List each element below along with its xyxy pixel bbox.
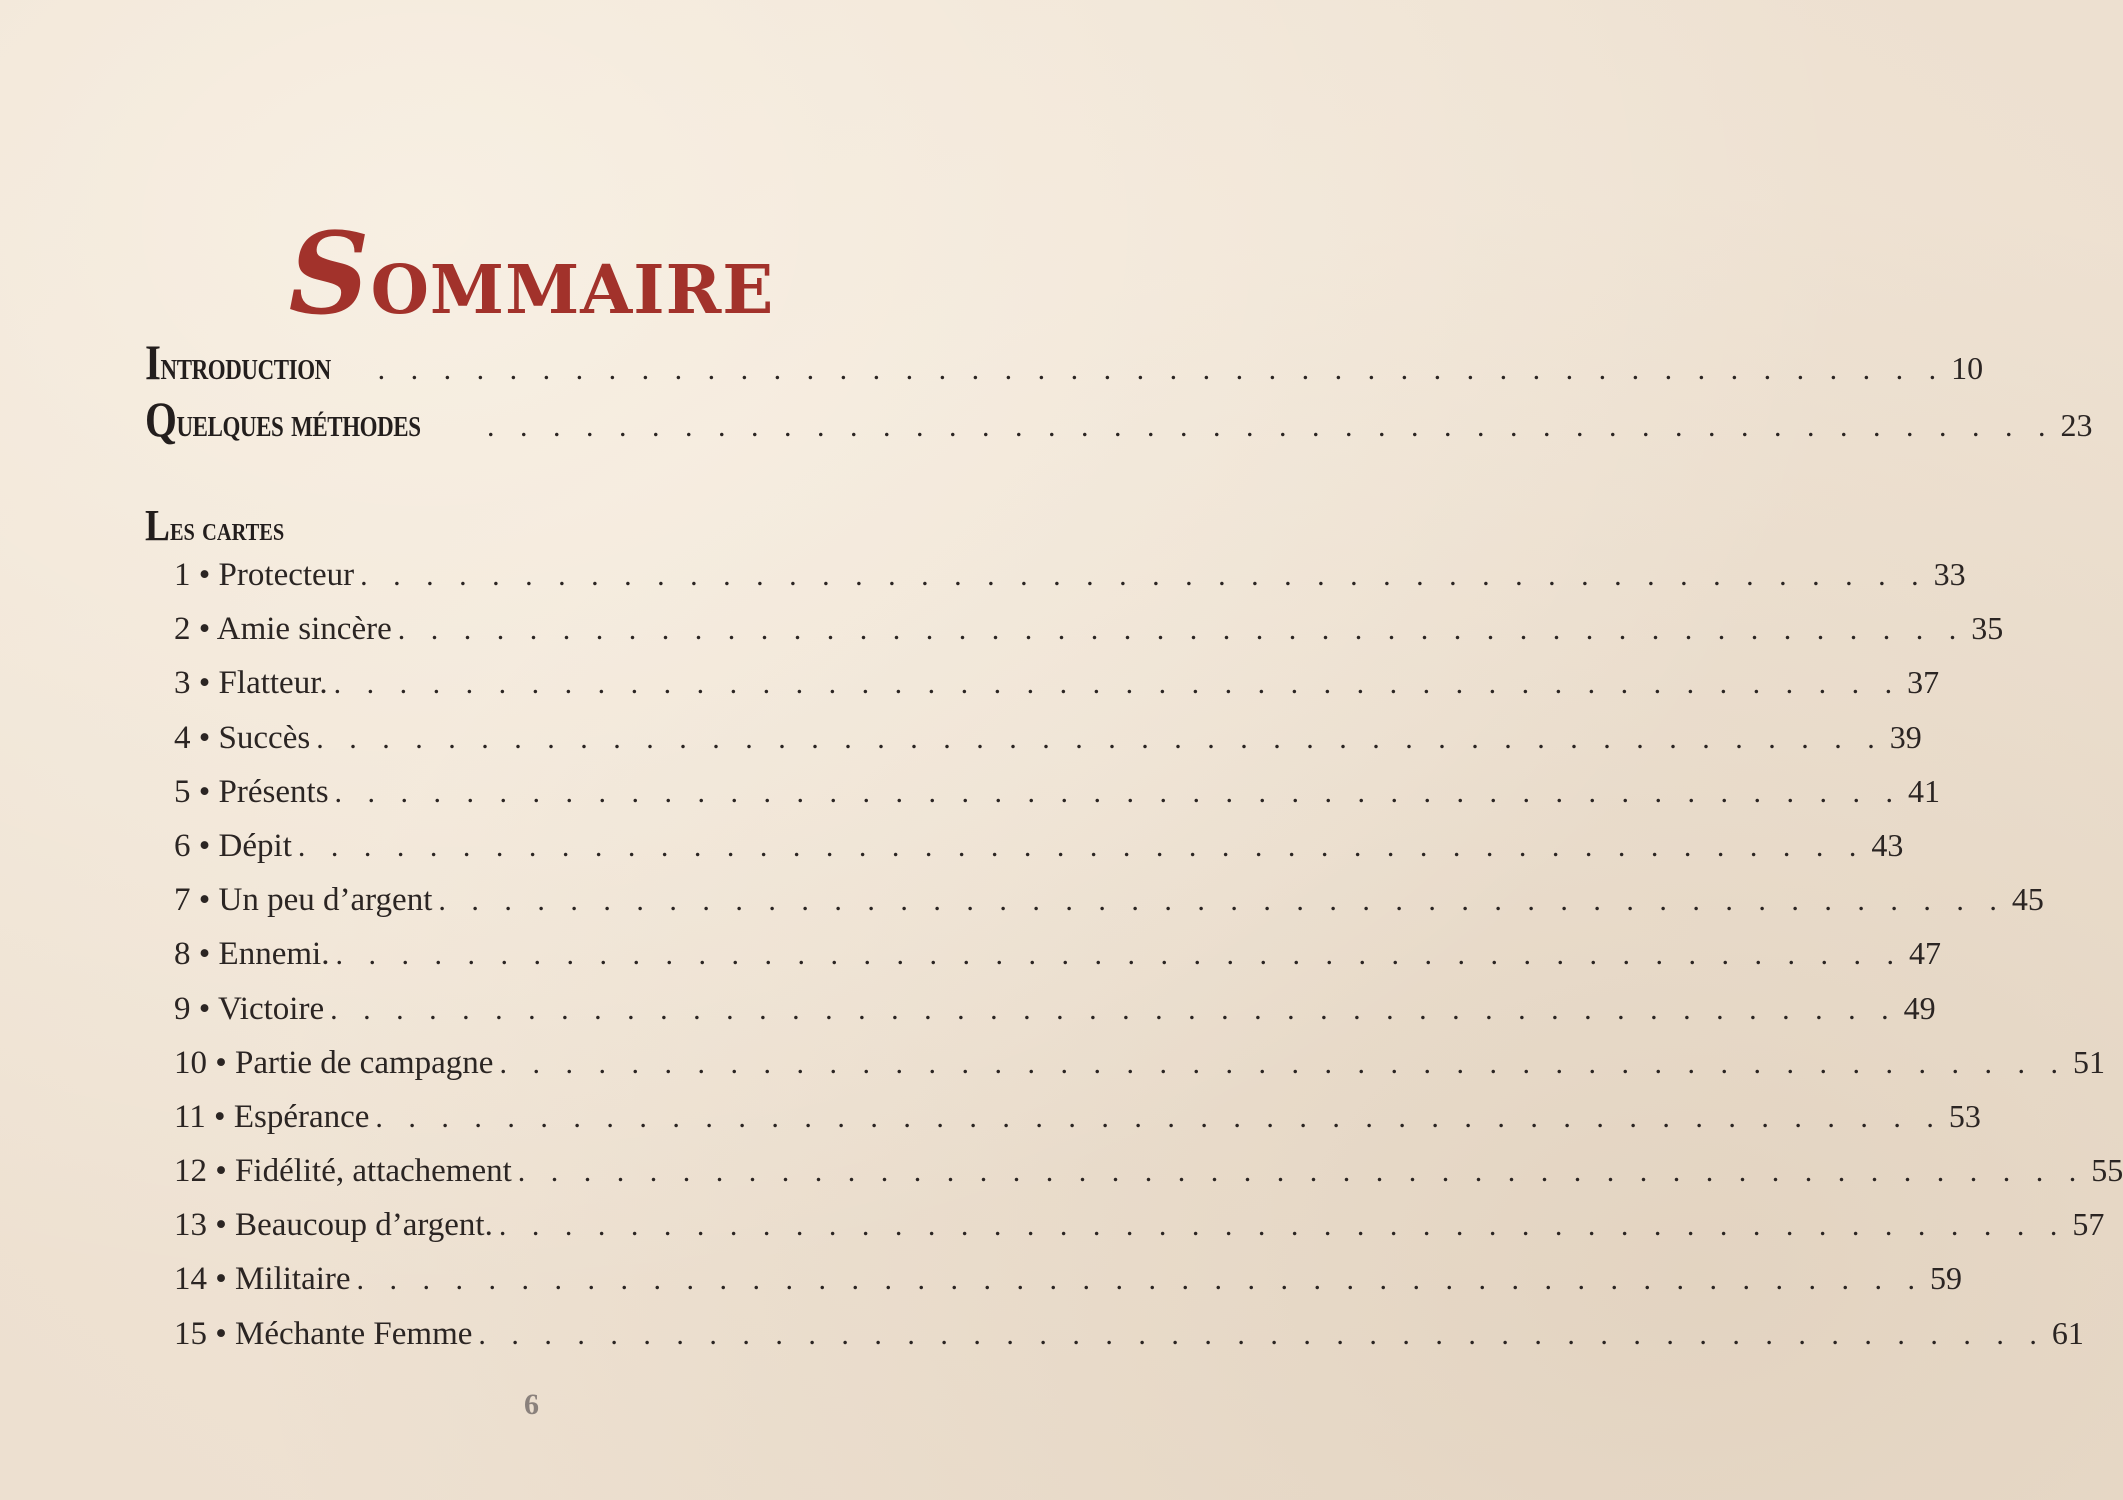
toc-entry-label: 13 • Beaucoup d’argent. (174, 1207, 493, 1244)
leader-dots: . . . . . . . . . . . . . . . . . . . . . . . . . . . . . . . . . . . . . . . . . . . . . . . . (397, 613, 1966, 647)
toc-entry[interactable] (174, 610, 2004, 664)
toc-entry[interactable] (174, 718, 1922, 773)
toc-entry-label: 3 • Flatteur. (174, 665, 328, 702)
title-rest: ommaire (370, 223, 775, 337)
toc-entry-label: 2 • Amie sincère (174, 611, 392, 648)
toc-section-label: Quelques méthodes (145, 391, 421, 447)
toc-section-quelques-methodes[interactable] (145, 390, 2093, 448)
toc-entry-list (174, 556, 2123, 1369)
leader-dots: . . . . . . . . . . . . . . . . . . . . . . . . . . . . . . . . . . . . . . . . . . . . . . . . (334, 775, 1903, 809)
toc-entry-label: 8 • Ennemi. (174, 936, 330, 973)
leader-dots: . . . . . . . . . . . . . . . . . . . . . . . . . . . . . . . . . . . . . . . . . . . . . . . . (499, 1046, 2067, 1080)
toc-page-number: 39 (1889, 718, 1922, 755)
toc-entry-label: 5 • Présents (174, 773, 329, 810)
title-initial: S (288, 209, 371, 341)
toc-entry[interactable] (174, 556, 1966, 610)
toc-page-number: 55 (2091, 1152, 2123, 1189)
toc-page-number: 53 (1948, 1097, 1981, 1134)
toc-page-number: 57 (2072, 1206, 2105, 1243)
leader-dots: . . . . . . . . . . . . . . . . . . . . . . . . . . . . . . . . . . . . . . . . . . . . . . . . (375, 1100, 1943, 1134)
toc-entry[interactable] (174, 1260, 1963, 1314)
toc-entry-label: 1 • Protecteur (174, 557, 355, 593)
page-title (0, 209, 1063, 341)
toc-page-number: 23 (2060, 407, 2093, 443)
toc-entry[interactable] (174, 1314, 2084, 1369)
toc-page-number: 41 (1908, 772, 1941, 809)
leader-dots: . . . . . . . . . . . . . . . . . . . . . . . . . . . . . . . . . . . . . . . . . . . . . . . . (438, 884, 2006, 918)
toc-entry[interactable] (174, 772, 1941, 827)
leader-dots: . . . . . . . . . . . . . . . . . . . . . . . . . . . . . . . . . . . . . . . . . . . . . . . . (316, 721, 1884, 755)
leader-dots: . . . . . . . . . . . . . . . . . . . . . . . . . . . . . . . . . . . . . . . . . . . . . . . . (356, 1263, 1925, 1297)
toc-entry-label: 14 • Militaire (174, 1261, 351, 1298)
toc-page-number: 10 (1951, 350, 1984, 386)
toc-entry[interactable] (174, 935, 1941, 989)
toc-entry[interactable] (174, 989, 1936, 1044)
page-folio: 6 (524, 1388, 539, 1421)
leader-dots: . . . . . . . . . . . . . . . . . . . . . . . . . . . . . . . . . . . . . . . . . . . . . . . . (377, 353, 1946, 386)
toc-section-label: Introduction (145, 334, 331, 390)
toc-page-number: 35 (1971, 610, 2004, 647)
toc-entry[interactable] (174, 1043, 2105, 1098)
leader-dots: . . . . . . . . . . . . . . . . . . . . . . . . . . . . . . . . . . . . . . . . . . . . . . . . (330, 992, 1898, 1026)
toc-entry-label: 7 • Un peu d’argent (174, 882, 433, 919)
leader-dots: . . . . . . . . . . . . . . . . . . . . . . . . . . . . . . . . . . . . . . . . . . . . . . . . (517, 1155, 2086, 1189)
toc-page-number: 61 (2051, 1314, 2084, 1351)
toc-entry[interactable] (174, 664, 1940, 718)
toc-entry-label: 10 • Partie de campagne (174, 1044, 494, 1081)
toc-page-number: 43 (1871, 826, 1904, 863)
leader-dots: . . . . . . . . . . . . . . . . . . . . . . . . . . . . . . . . . . . . . . . . . . . . . . . . (498, 1209, 2067, 1243)
toc-entry[interactable] (174, 1097, 1981, 1152)
toc-entry[interactable] (174, 1152, 2123, 1206)
leader-dots: . . . . . . . . . . . . . . . . . . . . . . . . . . . . . . . . . . . . . . . . . . . . . . . . (360, 559, 1928, 592)
toc-entry-label: 15 • Méchante Femme (174, 1315, 473, 1352)
leader-dots: . . . . . . . . . . . . . . . . . . . . . . . . . . . . . . . . . . . . . . . . . . . . . . . . (297, 829, 1866, 863)
toc-page-number: 49 (1903, 989, 1936, 1026)
section-heading-les-cartes: Les cartes (145, 501, 285, 550)
toc-page-number: 51 (2072, 1043, 2105, 1080)
toc-page-number: 45 (2011, 881, 2044, 918)
toc-entry-label: 12 • Fidélité, attachement (174, 1153, 512, 1190)
leader-dots: . . . . . . . . . . . . . . . . . . . . . . . . . . . . . . . . . . . . . . . . . . . . . . . . (478, 1317, 2046, 1351)
leader-dots: . . . . . . . . . . . . . . . . . . . . . . . . . . . . . . . . . . . . . . . . . . . . . . . . (487, 410, 2055, 443)
toc-page-number: 37 (1907, 664, 1940, 701)
leader-dots: . . . . . . . . . . . . . . . . . . . . . . . . . . . . . . . . . . . . . . . . . . . . . . . . (333, 667, 1902, 701)
toc-section-introduction[interactable] (145, 333, 1984, 391)
toc-entry[interactable] (174, 826, 1904, 881)
leader-dots: . . . . . . . . . . . . . . . . . . . . . . . . . . . . . . . . . . . . . . . . . . . . . . . . (335, 938, 1903, 972)
toc-entry-label: 4 • Succès (174, 719, 311, 756)
toc-entry-label: 6 • Dépit (174, 827, 292, 864)
toc-page-number: 33 (1933, 556, 1966, 592)
toc-entry-label: 9 • Victoire (174, 990, 325, 1027)
toc-page-number: 59 (1930, 1260, 1963, 1297)
toc-page-number: 47 (1908, 935, 1941, 972)
toc-entry-label: 11 • Espérance (174, 1098, 370, 1135)
toc-entry[interactable] (174, 881, 2044, 935)
toc-entry[interactable] (174, 1206, 2105, 1260)
